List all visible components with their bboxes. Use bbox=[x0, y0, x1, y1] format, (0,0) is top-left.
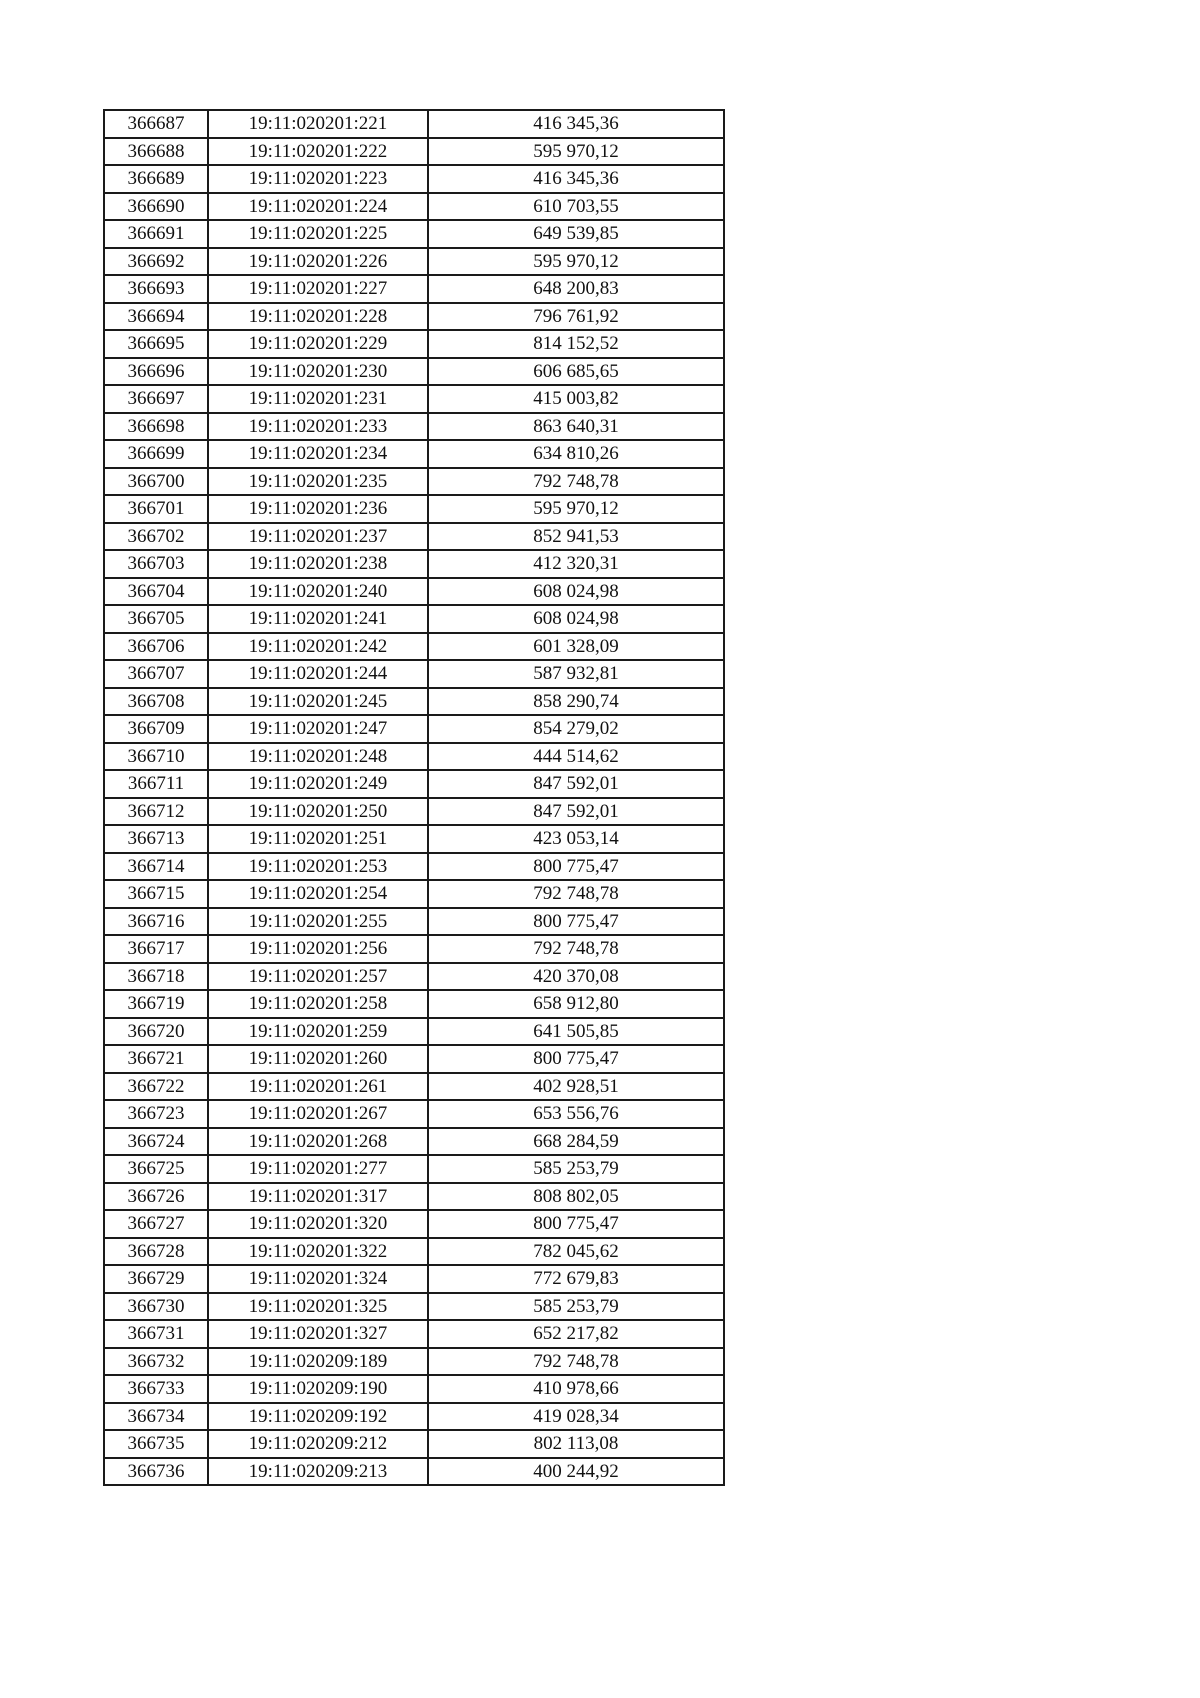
value-cell: 606 685,65 bbox=[428, 358, 724, 386]
cadastral-number-cell: 19:11:020201:233 bbox=[208, 413, 428, 441]
table-row bbox=[104, 110, 724, 138]
table-row bbox=[104, 1320, 724, 1348]
row-number-cell: 366700 bbox=[104, 468, 208, 496]
value-cell: 800 775,47 bbox=[428, 1210, 724, 1238]
cadastral-number-cell: 19:11:020209:189 bbox=[208, 1348, 428, 1376]
table-row bbox=[104, 1458, 724, 1486]
row-number-cell: 366709 bbox=[104, 715, 208, 743]
row-number-cell: 366690 bbox=[104, 193, 208, 221]
table-row bbox=[104, 1403, 724, 1431]
data-table bbox=[103, 109, 725, 1486]
value-cell: 402 928,51 bbox=[428, 1073, 724, 1101]
cadastral-number-cell: 19:11:020201:221 bbox=[208, 110, 428, 138]
cadastral-number-cell: 19:11:020201:223 bbox=[208, 165, 428, 193]
cadastral-number-cell: 19:11:020201:238 bbox=[208, 550, 428, 578]
row-number-cell: 366691 bbox=[104, 220, 208, 248]
cadastral-number-cell: 19:11:020201:242 bbox=[208, 633, 428, 661]
cadastral-number-cell: 19:11:020201:258 bbox=[208, 990, 428, 1018]
row-number-cell: 366725 bbox=[104, 1155, 208, 1183]
cadastral-number-cell: 19:11:020201:260 bbox=[208, 1045, 428, 1073]
value-cell: 668 284,59 bbox=[428, 1128, 724, 1156]
value-cell: 772 679,83 bbox=[428, 1265, 724, 1293]
row-number-cell: 366689 bbox=[104, 165, 208, 193]
table-row bbox=[104, 880, 724, 908]
cadastral-number-cell: 19:11:020201:228 bbox=[208, 303, 428, 331]
row-number-cell: 366718 bbox=[104, 963, 208, 991]
value-cell: 419 028,34 bbox=[428, 1403, 724, 1431]
row-number-cell: 366712 bbox=[104, 798, 208, 826]
table-row bbox=[104, 358, 724, 386]
row-number-cell: 366727 bbox=[104, 1210, 208, 1238]
value-cell: 653 556,76 bbox=[428, 1100, 724, 1128]
value-cell: 610 703,55 bbox=[428, 193, 724, 221]
cadastral-number-cell: 19:11:020201:327 bbox=[208, 1320, 428, 1348]
cadastral-number-cell: 19:11:020201:241 bbox=[208, 605, 428, 633]
cadastral-number-cell: 19:11:020201:253 bbox=[208, 853, 428, 881]
value-cell: 796 761,92 bbox=[428, 303, 724, 331]
table-row bbox=[104, 550, 724, 578]
value-cell: 444 514,62 bbox=[428, 743, 724, 771]
value-cell: 423 053,14 bbox=[428, 825, 724, 853]
table-row bbox=[104, 1210, 724, 1238]
cadastral-number-cell: 19:11:020201:322 bbox=[208, 1238, 428, 1266]
row-number-cell: 366734 bbox=[104, 1403, 208, 1431]
cadastral-number-cell: 19:11:020201:256 bbox=[208, 935, 428, 963]
value-cell: 847 592,01 bbox=[428, 798, 724, 826]
table-row bbox=[104, 633, 724, 661]
value-cell: 858 290,74 bbox=[428, 688, 724, 716]
row-number-cell: 366729 bbox=[104, 1265, 208, 1293]
value-cell: 420 370,08 bbox=[428, 963, 724, 991]
table-row bbox=[104, 1128, 724, 1156]
value-cell: 608 024,98 bbox=[428, 605, 724, 633]
row-number-cell: 366726 bbox=[104, 1183, 208, 1211]
cadastral-number-cell: 19:11:020201:255 bbox=[208, 908, 428, 936]
value-cell: 800 775,47 bbox=[428, 1045, 724, 1073]
row-number-cell: 366701 bbox=[104, 495, 208, 523]
cadastral-number-cell: 19:11:020201:240 bbox=[208, 578, 428, 606]
table-row bbox=[104, 1238, 724, 1266]
table-row bbox=[104, 385, 724, 413]
cadastral-number-cell: 19:11:020201:325 bbox=[208, 1293, 428, 1321]
table-row bbox=[104, 743, 724, 771]
table-row bbox=[104, 1045, 724, 1073]
table-row bbox=[104, 1073, 724, 1101]
row-number-cell: 366695 bbox=[104, 330, 208, 358]
row-number-cell: 366719 bbox=[104, 990, 208, 1018]
table-row bbox=[104, 605, 724, 633]
cadastral-number-cell: 19:11:020201:277 bbox=[208, 1155, 428, 1183]
table-row bbox=[104, 413, 724, 441]
row-number-cell: 366692 bbox=[104, 248, 208, 276]
table-row bbox=[104, 303, 724, 331]
cadastral-number-cell: 19:11:020201:224 bbox=[208, 193, 428, 221]
table-row bbox=[104, 908, 724, 936]
table-row bbox=[104, 495, 724, 523]
value-cell: 852 941,53 bbox=[428, 523, 724, 551]
value-cell: 792 748,78 bbox=[428, 880, 724, 908]
cadastral-number-cell: 19:11:020201:245 bbox=[208, 688, 428, 716]
value-cell: 792 748,78 bbox=[428, 468, 724, 496]
value-cell: 792 748,78 bbox=[428, 1348, 724, 1376]
row-number-cell: 366720 bbox=[104, 1018, 208, 1046]
row-number-cell: 366698 bbox=[104, 413, 208, 441]
row-number-cell: 366717 bbox=[104, 935, 208, 963]
row-number-cell: 366710 bbox=[104, 743, 208, 771]
table-row bbox=[104, 770, 724, 798]
row-number-cell: 366724 bbox=[104, 1128, 208, 1156]
value-cell: 585 253,79 bbox=[428, 1293, 724, 1321]
table-row bbox=[104, 715, 724, 743]
row-number-cell: 366730 bbox=[104, 1293, 208, 1321]
value-cell: 601 328,09 bbox=[428, 633, 724, 661]
row-number-cell: 366706 bbox=[104, 633, 208, 661]
value-cell: 608 024,98 bbox=[428, 578, 724, 606]
row-number-cell: 366711 bbox=[104, 770, 208, 798]
cadastral-number-cell: 19:11:020201:244 bbox=[208, 660, 428, 688]
row-number-cell: 366705 bbox=[104, 605, 208, 633]
cadastral-number-cell: 19:11:020201:259 bbox=[208, 1018, 428, 1046]
cadastral-number-cell: 19:11:020201:324 bbox=[208, 1265, 428, 1293]
value-cell: 585 253,79 bbox=[428, 1155, 724, 1183]
value-cell: 814 152,52 bbox=[428, 330, 724, 358]
table-row bbox=[104, 193, 724, 221]
row-number-cell: 366736 bbox=[104, 1458, 208, 1486]
table-row bbox=[104, 1155, 724, 1183]
value-cell: 649 539,85 bbox=[428, 220, 724, 248]
value-cell: 416 345,36 bbox=[428, 165, 724, 193]
value-cell: 800 775,47 bbox=[428, 853, 724, 881]
cadastral-number-cell: 19:11:020201:226 bbox=[208, 248, 428, 276]
cadastral-number-cell: 19:11:020209:212 bbox=[208, 1430, 428, 1458]
table-row bbox=[104, 688, 724, 716]
value-cell: 800 775,47 bbox=[428, 908, 724, 936]
row-number-cell: 366731 bbox=[104, 1320, 208, 1348]
row-number-cell: 366733 bbox=[104, 1375, 208, 1403]
value-cell: 641 505,85 bbox=[428, 1018, 724, 1046]
value-cell: 587 932,81 bbox=[428, 660, 724, 688]
cadastral-number-cell: 19:11:020201:231 bbox=[208, 385, 428, 413]
row-number-cell: 366707 bbox=[104, 660, 208, 688]
value-cell: 782 045,62 bbox=[428, 1238, 724, 1266]
cadastral-number-cell: 19:11:020201:317 bbox=[208, 1183, 428, 1211]
row-number-cell: 366688 bbox=[104, 138, 208, 166]
cadastral-number-cell: 19:11:020201:227 bbox=[208, 275, 428, 303]
cadastral-number-cell: 19:11:020201:268 bbox=[208, 1128, 428, 1156]
cadastral-number-cell: 19:11:020209:190 bbox=[208, 1375, 428, 1403]
cadastral-number-cell: 19:11:020201:230 bbox=[208, 358, 428, 386]
row-number-cell: 366694 bbox=[104, 303, 208, 331]
row-number-cell: 366713 bbox=[104, 825, 208, 853]
row-number-cell: 366708 bbox=[104, 688, 208, 716]
table-row bbox=[104, 165, 724, 193]
row-number-cell: 366715 bbox=[104, 880, 208, 908]
cadastral-number-cell: 19:11:020201:235 bbox=[208, 468, 428, 496]
table-row bbox=[104, 578, 724, 606]
value-cell: 412 320,31 bbox=[428, 550, 724, 578]
value-cell: 847 592,01 bbox=[428, 770, 724, 798]
cadastral-number-cell: 19:11:020201:234 bbox=[208, 440, 428, 468]
cadastral-number-cell: 19:11:020201:320 bbox=[208, 1210, 428, 1238]
table-row bbox=[104, 1293, 724, 1321]
row-number-cell: 366732 bbox=[104, 1348, 208, 1376]
table-row bbox=[104, 853, 724, 881]
table-row bbox=[104, 798, 724, 826]
row-number-cell: 366721 bbox=[104, 1045, 208, 1073]
value-cell: 634 810,26 bbox=[428, 440, 724, 468]
cadastral-number-cell: 19:11:020201:229 bbox=[208, 330, 428, 358]
value-cell: 802 113,08 bbox=[428, 1430, 724, 1458]
cadastral-number-cell: 19:11:020201:250 bbox=[208, 798, 428, 826]
cadastral-number-cell: 19:11:020201:257 bbox=[208, 963, 428, 991]
table-row bbox=[104, 990, 724, 1018]
table-row bbox=[104, 825, 724, 853]
row-number-cell: 366693 bbox=[104, 275, 208, 303]
cadastral-number-cell: 19:11:020201:254 bbox=[208, 880, 428, 908]
row-number-cell: 366702 bbox=[104, 523, 208, 551]
table-row bbox=[104, 935, 724, 963]
value-cell: 792 748,78 bbox=[428, 935, 724, 963]
value-cell: 808 802,05 bbox=[428, 1183, 724, 1211]
row-number-cell: 366696 bbox=[104, 358, 208, 386]
table-row bbox=[104, 275, 724, 303]
value-cell: 595 970,12 bbox=[428, 248, 724, 276]
table-row bbox=[104, 468, 724, 496]
cadastral-number-cell: 19:11:020201:222 bbox=[208, 138, 428, 166]
table-row bbox=[104, 1100, 724, 1128]
cadastral-number-cell: 19:11:020201:247 bbox=[208, 715, 428, 743]
table-row bbox=[104, 963, 724, 991]
value-cell: 415 003,82 bbox=[428, 385, 724, 413]
row-number-cell: 366735 bbox=[104, 1430, 208, 1458]
table-row bbox=[104, 138, 724, 166]
cadastral-number-cell: 19:11:020201:267 bbox=[208, 1100, 428, 1128]
value-cell: 595 970,12 bbox=[428, 495, 724, 523]
value-cell: 410 978,66 bbox=[428, 1375, 724, 1403]
table-body bbox=[104, 110, 724, 1485]
value-cell: 854 279,02 bbox=[428, 715, 724, 743]
cadastral-number-cell: 19:11:020201:261 bbox=[208, 1073, 428, 1101]
cadastral-number-cell: 19:11:020201:249 bbox=[208, 770, 428, 798]
value-cell: 416 345,36 bbox=[428, 110, 724, 138]
cadastral-number-cell: 19:11:020201:225 bbox=[208, 220, 428, 248]
cadastral-number-cell: 19:11:020201:251 bbox=[208, 825, 428, 853]
table-row bbox=[104, 1183, 724, 1211]
table-row bbox=[104, 330, 724, 358]
table-row bbox=[104, 660, 724, 688]
row-number-cell: 366697 bbox=[104, 385, 208, 413]
table-row bbox=[104, 1375, 724, 1403]
row-number-cell: 366687 bbox=[104, 110, 208, 138]
value-cell: 400 244,92 bbox=[428, 1458, 724, 1486]
cadastral-number-cell: 19:11:020201:236 bbox=[208, 495, 428, 523]
table-row bbox=[104, 1018, 724, 1046]
table-row bbox=[104, 220, 724, 248]
table-row bbox=[104, 440, 724, 468]
row-number-cell: 366728 bbox=[104, 1238, 208, 1266]
row-number-cell: 366714 bbox=[104, 853, 208, 881]
cadastral-number-cell: 19:11:020201:248 bbox=[208, 743, 428, 771]
table-row bbox=[104, 1430, 724, 1458]
cadastral-number-cell: 19:11:020209:192 bbox=[208, 1403, 428, 1431]
row-number-cell: 366723 bbox=[104, 1100, 208, 1128]
cadastral-number-cell: 19:11:020201:237 bbox=[208, 523, 428, 551]
table-row bbox=[104, 248, 724, 276]
value-cell: 863 640,31 bbox=[428, 413, 724, 441]
value-cell: 658 912,80 bbox=[428, 990, 724, 1018]
table-row bbox=[104, 1348, 724, 1376]
row-number-cell: 366722 bbox=[104, 1073, 208, 1101]
row-number-cell: 366704 bbox=[104, 578, 208, 606]
row-number-cell: 366716 bbox=[104, 908, 208, 936]
value-cell: 652 217,82 bbox=[428, 1320, 724, 1348]
value-cell: 648 200,83 bbox=[428, 275, 724, 303]
row-number-cell: 366703 bbox=[104, 550, 208, 578]
value-cell: 595 970,12 bbox=[428, 138, 724, 166]
row-number-cell: 366699 bbox=[104, 440, 208, 468]
table-row bbox=[104, 523, 724, 551]
table-row bbox=[104, 1265, 724, 1293]
cadastral-number-cell: 19:11:020209:213 bbox=[208, 1458, 428, 1486]
